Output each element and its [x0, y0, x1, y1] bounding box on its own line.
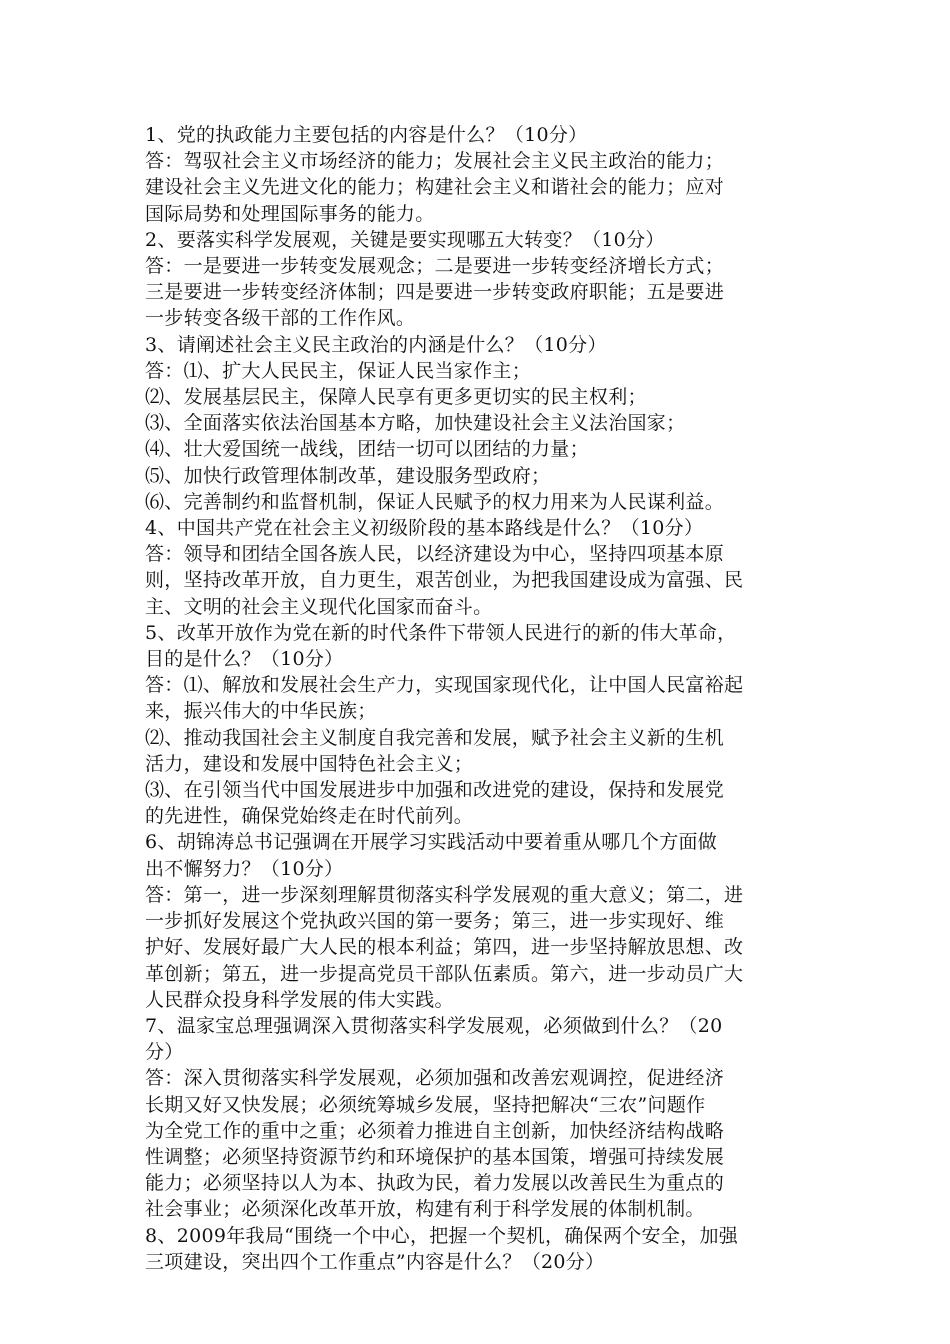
text-line: 建设社会主义先进文化的能力；构建社会主义和谐社会的能力；应对 [145, 176, 725, 199]
text-line: 5、改革开放作为党在新的时代条件下带领人民进行的新的伟大革命， [145, 621, 737, 644]
text-line: 目的是什么？（10分） [145, 648, 344, 671]
text-line: 的先进性，确保党始终走在时代前列。 [145, 805, 474, 828]
text-line: 分） [145, 1041, 184, 1064]
text-line: ⑷、壮大爱国统一战线，团结一切可以团结的力量； [145, 438, 589, 461]
text-line: 答：第一，进一步深刻理解贯彻落实科学发展观的重大意义；第二，进 [145, 883, 744, 906]
text-line: 来，振兴伟大的中华民族； [145, 700, 377, 723]
text-line: 能力；必须坚持以人为本、执政为民，着力发展以改善民生为重点的 [145, 1172, 725, 1195]
text-line: ⑵、发展基层民主，保障人民享有更多更切实的民主权利； [145, 386, 647, 409]
text-line: ⑹、完善制约和监督机制，保证人民赋予的权力用来为人民谋利益。 [145, 490, 725, 513]
text-line: 国际局势和处理国际事务的能力。 [145, 202, 435, 225]
text-line: 答：一是要进一步转变发展观念；二是要进一步转变经济增长方式； [145, 255, 725, 278]
text-line: 3、请阐述社会主义民主政治的内涵是什么？（10分） [145, 333, 607, 356]
text-line: 活力，建设和发展中国特色社会主义； [145, 752, 474, 775]
text-line: ⑵、推动我国社会主义制度自我完善和发展，赋予社会主义新的生机 [145, 726, 725, 749]
text-line: 1、党的执政能力主要包括的内容是什么？（10分） [145, 124, 588, 146]
text-line: ⑸、加快行政管理体制改革，建设服务型政府； [145, 464, 551, 487]
text-line: ⑶、在引领当代中国发展进步中加强和改进党的建设，保持和发展党 [145, 779, 725, 802]
text-line: 三是要进一步转变经济体制；四是要进一步转变政府职能；五是要进 [145, 281, 725, 304]
text-line: 答：驾驭社会主义市场经济的能力；发展社会主义民主政治的能力； [145, 150, 725, 173]
document-body [145, 122, 825, 1275]
text-line: 主、文明的社会主义现代化国家而奋斗。 [145, 595, 493, 618]
text-line: 则，坚持改革开放，自力更生，艰苦创业，为把我国建设成为富强、民 [145, 569, 744, 592]
text-line: 护好、发展好最广大人民的根本利益；第四，进一步坚持解放思想、改 [145, 936, 744, 959]
text-line: 一步抓好发展这个党执政兴国的第一要务；第三，进一步实现好、维 [145, 910, 725, 933]
text-line: 革创新；第五，进一步提高党员干部队伍素质。第六，进一步动员广大 [145, 962, 744, 985]
text-line: ⑶、全面落实依法治国基本方略，加快建设社会主义法治国家； [145, 412, 686, 435]
text-line: 答：⑴、扩大人民民主，保证人民当家作主； [145, 359, 532, 382]
text-line: 人民群众投身科学发展的伟大实践。 [145, 988, 454, 1011]
text-line: 4、中国共产党在社会主义初级阶段的基本路线是什么？（10分） [145, 517, 704, 540]
text-line: 社会事业；必须深化改革开放，构建有利于科学发展的体制机制。 [145, 1198, 705, 1221]
text-line: 性调整；必须坚持资源节约和环境保护的基本国策，增强可持续发展 [145, 1145, 725, 1168]
text-line: 8、2009年我局“围绕一个中心，把握一个契机，确保两个安全，加强 [145, 1224, 739, 1247]
text-line: 答：领导和团结全国各族人民，以经济建设为中心，坚持四项基本原 [145, 543, 725, 566]
text-line: 为全党工作的重中之重；必须着力推进自主创新，加快经济结构战略 [145, 1119, 725, 1142]
text-line: 长期又好又快发展；必须统筹城乡发展，坚持把解决“三农”问题作 [145, 1093, 706, 1116]
text-line: 6、胡锦涛总书记强调在开展学习实践活动中要着重从哪几个方面做 [145, 831, 718, 854]
text-line: 出不懈努力？（10分） [145, 857, 344, 880]
text-line: 7、温家宝总理强调深入贯彻落实科学发展观，必须做到什么？（20 [145, 1014, 723, 1037]
text-line: 答：⑴、解放和发展社会生产力，实现国家现代化，让中国人民富裕起 [145, 674, 744, 697]
text-line: 一步转变各级干部的工作作风。 [145, 307, 416, 330]
text-line: 答：深入贯彻落实科学发展观，必须加强和改善宏观调控，促进经济 [145, 1067, 725, 1090]
text-line: 三项建设，突出四个工作重点”内容是什么？（20分） [145, 1250, 605, 1273]
text-line: 2、要落实科学发展观，关键是要实现哪五大转变？（10分） [145, 228, 665, 251]
